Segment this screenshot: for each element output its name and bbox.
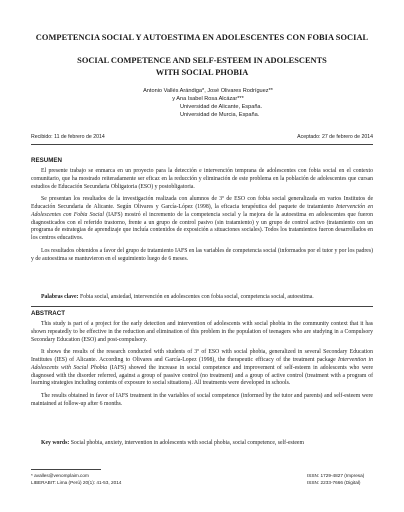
resumen-p2-text-a: Se presentan los resultados de la investigación realizada con alumnos de 3º de ESO con fobia social generalizada en varios Institutos de Educación Secundaria de Alicante. Según Olivares y García-López (1998), la eficacia terapéutica del paquete de tratamiento bbox=[31, 196, 373, 210]
accepted-date: Aceptado: 27 de febrero de 2014 bbox=[297, 134, 373, 140]
footer-issn-digital: ISSN: 2233-7666 (Digital) bbox=[307, 479, 361, 485]
abstract-heading: ABSTRACT bbox=[31, 310, 66, 317]
resumen-paragraph-3: Los resultados obtenidos a favor del grupo de tratamiento IAFS en las variables de competencia social (informados por el tutor y por los padres) y de autoestima se mantuvieron en el seguimiento luego de 6 meses. bbox=[31, 247, 373, 262]
divider-top bbox=[31, 144, 373, 145]
title-english-line2: WITH SOCIAL PHOBIA bbox=[155, 67, 249, 77]
footer-left bbox=[31, 473, 121, 486]
abstract-body bbox=[31, 321, 373, 414]
abstract-paragraph-3: The results obtained in favor of IAFS treatment in the variables of social competence (informed by the tutor and parents) and self-esteem were maintained at follow-up after 6 months. bbox=[31, 393, 373, 407]
footer-issn-print: ISSN: 1729-4827 (Impresa) bbox=[307, 473, 365, 478]
authors-line1: Antonio Vallés Arándiga*, José Olivares Rodríguez** bbox=[143, 88, 273, 94]
footer-journal: LIBERABIT: Lima (Perú) 20(1): 41-53, 2014 bbox=[31, 479, 122, 485]
keywords-text: Social phobia, anxiety, intervention in adolescents with social phobia, social competence, self-esteem bbox=[69, 440, 304, 446]
abstract-p2-text-b: (IAFS) showed the increase in social competence and improvement of self-esteem in adolescents who were diagnosed with the disorder referred, against a group of passive control (no treatment) and a group of active control (treatment with a program of learning strategies including contents of exposure to social situations). All treatments were developed in schools. bbox=[31, 364, 373, 387]
resumen-p2-text-b: (IAFS) mostró el incremento de la competencia social y la mejora de la autoestima en adolescentes que fueron diagnosticados con el referido trastorno, frente a un grupo de control pasivo (sin tratamiento) y un grupo de control activo (tratamiento con un programa de estrategias de aprendizaje que incluía contenidos de exposición a situaciones sociales). Todos los tratamientos fueron desarrollados en los centros educativos. bbox=[31, 211, 373, 241]
title-english bbox=[40, 55, 364, 78]
affiliation-murcia: Universidad de Murcia, España. bbox=[180, 112, 260, 119]
resumen-heading: RESUMEN bbox=[31, 157, 62, 164]
keywords bbox=[41, 440, 373, 448]
resumen-paragraph-1: El presente trabajo se enmarca en un proyecto para la detección e intervención temprana de adolescentes con fobia social en el contexto comunitario, que ha mostrado reiteradamente ser eficaz en la reducción y eliminación de este problema en la población de adolescentes que cursan estudios de Educación Secundaria Obligatoria (ESO) y postobligatoria. bbox=[31, 168, 373, 190]
resumen-body bbox=[31, 168, 373, 268]
abstract-p2-text-a: It shows the results of the research conducted with students of 3º of ESO with social phobia, generalized in several Secondary Education Institutes (IES) of Alicante. According to Olivares and García-Lopez (1998), the therapeutic efficacy of the treatment package bbox=[31, 349, 373, 363]
resumen-p2-italic: Intervención en Adolescentes con Fobia Social bbox=[31, 204, 374, 218]
abstract-p2-italic: Intervention in Adolescents with Social Phobia bbox=[31, 357, 373, 371]
footer-email: * avalles@venomplaim.com bbox=[31, 473, 89, 478]
authors-block bbox=[118, 87, 298, 119]
title-spanish: COMPETENCIA SOCIAL Y AUTOESTIMA EN ADOLESCENTES CON FOBIA SOCIAL bbox=[35, 33, 369, 42]
abstract-paragraph-2 bbox=[31, 349, 373, 388]
abstract-paragraph-1: This study is part of a project for the early detection and intervention of adolescents with social phobia in the community context that it has shown repeatedly to be effective in the reduction and elimination of this problem in the population of teenagers who are studying in a Compulsory Secondary Education (ESO) and post-compulsory. bbox=[31, 321, 373, 343]
palabras-clave bbox=[41, 294, 373, 302]
title-english-line1: SOCIAL COMPETENCE AND SELF-ESTEEM IN ADOLESCENTS bbox=[77, 56, 327, 65]
footnote-divider bbox=[31, 469, 101, 470]
received-date: Recibido: 11 de febrero de 2014 bbox=[31, 134, 105, 140]
resumen-paragraph-2 bbox=[31, 196, 373, 243]
divider-middle bbox=[31, 306, 373, 307]
authors-line2: y Ana Isabel Rosa Alcázar*** bbox=[172, 96, 244, 103]
palabras-clave-label: Palabras clave: bbox=[41, 294, 79, 300]
palabras-clave-text: Fobia social, ansiedad, intervención en adolescentes con fobia social, competencia social, autoestima. bbox=[78, 294, 314, 300]
keywords-label: Key words: bbox=[41, 440, 70, 446]
footer-right bbox=[307, 473, 364, 486]
affiliation-alicante: Universidad de Alicante, España. bbox=[180, 104, 263, 111]
